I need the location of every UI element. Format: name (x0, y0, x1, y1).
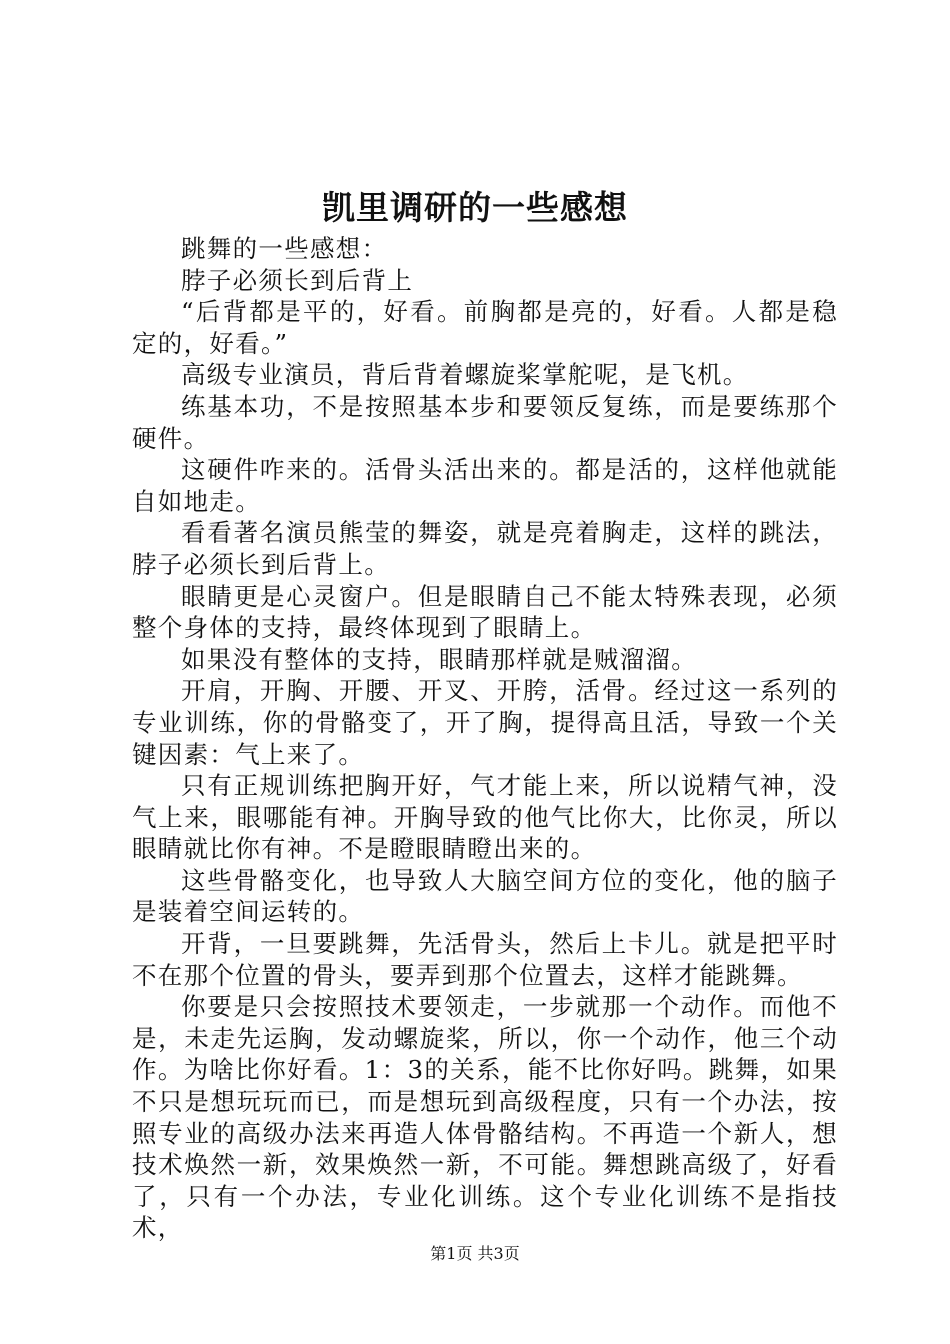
paragraph: 开背，一旦要跳舞，先活骨头，然后上卡儿。就是把平时不在那个位置的骨头，要弄到那个位置去，这样才能跳舞。 (132, 929, 838, 990)
document-title: 凯里调研的一些感想 (322, 188, 628, 227)
paragraph: 你要是只会按照技术要领走，一步就那一个动作。而他不是，未走先运胸，发动螺旋桨，所以，你一个动作，他三个动作。为啥比你好看。1：3的关系，能不比你好吗。跳舞，如果不只是想玩玩而已，而是想玩到高级程度，只有一个办法，按照专业的高级办法来再造人体骨骼结构。不再造一个新人，想技术焕然一新，效果焕然一新，不可能。舞想跳高级了，好看了，只有一个办法，专业化训练。这个专业化训练不是指技术， (132, 992, 838, 1243)
paragraph: 脖子必须长到后背上 (181, 265, 414, 295)
paragraph: 只有正规训练把胸开好，气才能上来，所以说精气神，没气上来，眼哪能有神。开胸导致的他气比你大，比你灵，所以眼睛就比你有神。不是瞪眼睛瞪出来的。 (132, 771, 838, 864)
paragraph: 开肩，开胸、开腰、开叉、开胯，活骨。经过这一系列的专业训练，你的骨骼变了，开了胸，提得高且活，导致一个关键因素：气上来了。 (132, 676, 838, 769)
paragraph: 如果没有整体的支持，眼睛那样就是贼溜溜。 (181, 644, 697, 674)
document-body (132, 233, 838, 1244)
paragraph: 看看著名演员熊莹的舞姿，就是亮着胸走，这样的跳法，脖子必须长到后背上。 (132, 518, 838, 579)
paragraph: 练基本功，不是按照基本步和要领反复练，而是要练那个硬件。 (132, 391, 838, 453)
paragraph: “后背都是平的，好看。前胸都是亮的，好看。人都是稳定的，好看。” (132, 297, 838, 358)
paragraph: 眼睛更是心灵窗户。但是眼睛自己不能太特殊表现，必须整个身体的支持，最终体现到了眼睛上。 (132, 581, 838, 643)
paragraph: 这些骨骼变化，也导致人大脑空间方位的变化，他的脑子是装着空间运转的。 (132, 865, 838, 927)
page-footer: 第1页 共3页 (430, 1244, 520, 1263)
paragraph: 这硬件咋来的。活骨头活出来的。都是活的，这样他就能自如地走。 (132, 455, 838, 516)
paragraph: 高级专业演员，背后背着螺旋桨掌舵呢，是飞机。 (181, 360, 749, 390)
paragraph: 跳舞的一些感想： (181, 234, 388, 263)
